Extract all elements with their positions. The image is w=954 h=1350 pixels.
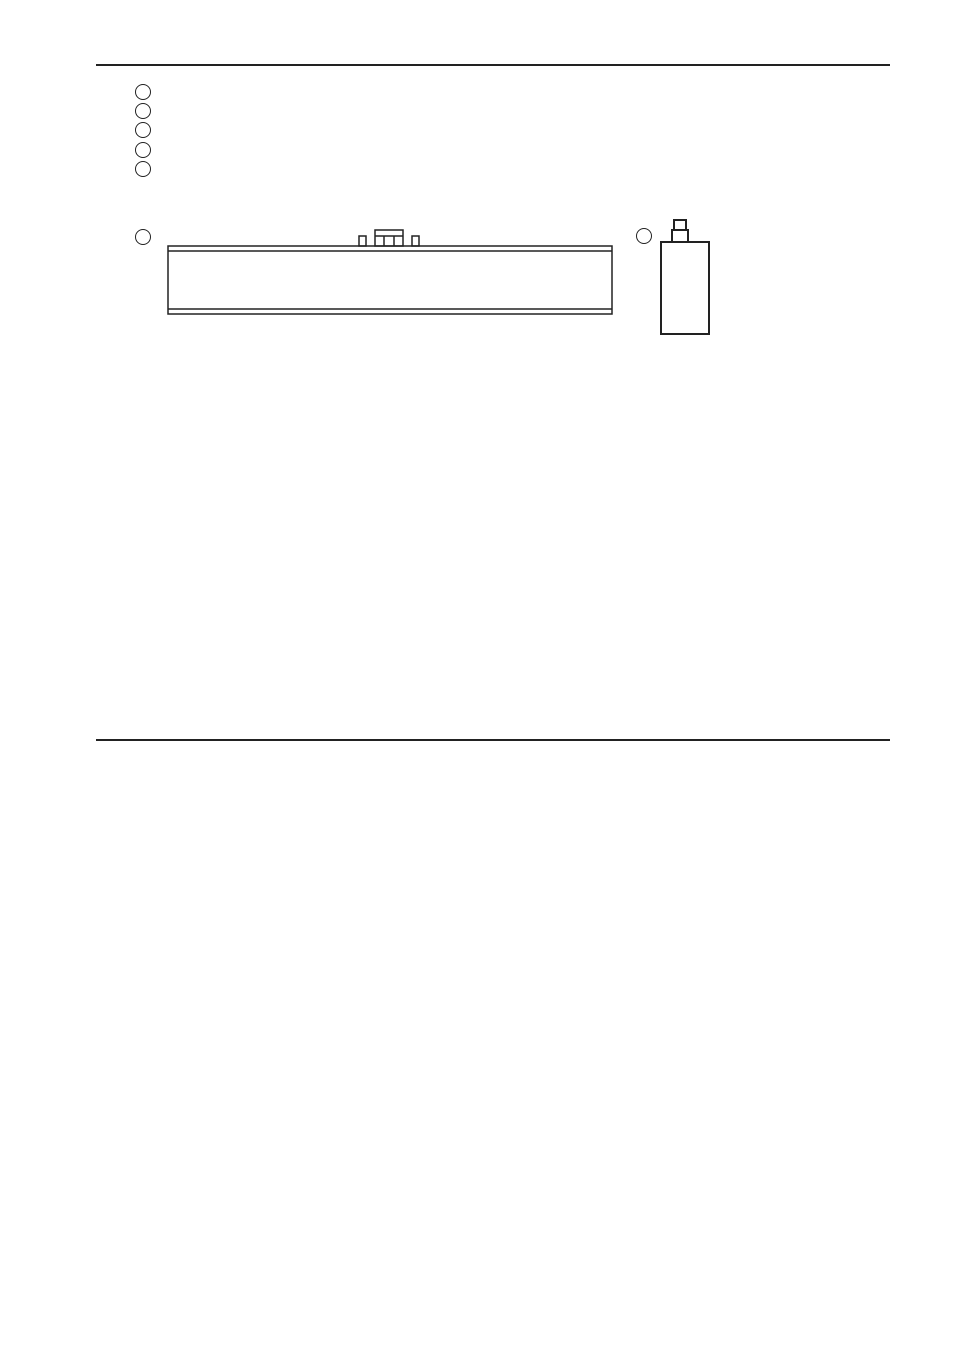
marker-c-icon [135,122,151,138]
marker-b-icon [135,103,151,119]
legend-item-c [135,121,156,140]
marker-a-icon [135,84,151,100]
legend-item-e [135,160,156,179]
legend-item-a [135,82,156,101]
page-header-bottom [96,703,890,741]
page-header-top [96,28,890,66]
legend-item-d [135,140,156,159]
connector-d-marker-icon [636,228,652,244]
marker-d-icon [135,142,151,158]
connection-legend [135,82,156,179]
connector-d-diagram [660,218,712,336]
connector-a-diagram [166,226,620,318]
connector-a-marker-icon [135,229,151,245]
marker-e-icon [135,161,151,177]
legend-item-b [135,101,156,120]
